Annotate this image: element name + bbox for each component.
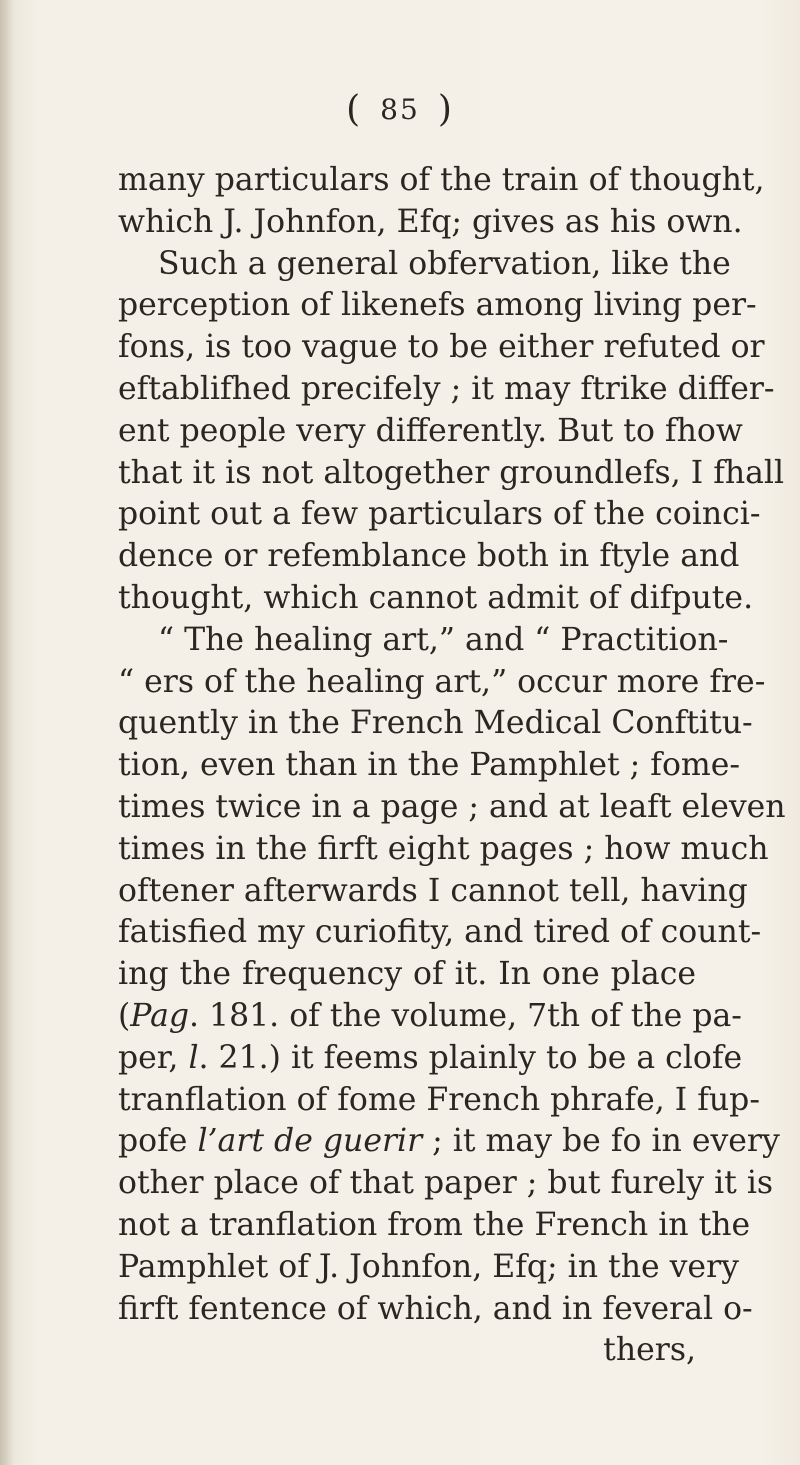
- text-line: fons, is too vague to be either refuted or: [118, 329, 765, 366]
- text-line: “ ers of the healing art,” occur more fre-: [118, 663, 766, 700]
- text-line: times in the firft eight pages ; how much: [118, 830, 769, 867]
- text-line: other place of that paper ; but furely it is: [118, 1165, 774, 1202]
- body-text: [118, 160, 786, 1372]
- text-line: perception of likenefs among living per-: [118, 287, 757, 324]
- text-line: quently in the French Medical Conftitu-: [118, 705, 753, 742]
- text-line: eftablifhed precifely ; it may ftrike differ-: [118, 370, 775, 407]
- text-line: tion, even than in the Pamphlet ; fome-: [118, 747, 741, 784]
- text-line: times twice in a page ; and at leaft eleven: [118, 788, 786, 825]
- text-line: Such a general obfervation, like the: [158, 245, 731, 282]
- text-line: ent people very differently. But to fhow: [118, 412, 743, 449]
- text-line: that it is not altogether groundlefs, I fhall: [118, 454, 785, 491]
- text-line: thought, which cannot admit of difpute.: [118, 579, 754, 616]
- text-line: fatisfied my curiofity, and tired of count-: [118, 914, 762, 951]
- page-gutter-shadow: [0, 0, 14, 1465]
- text-line: “ The healing art,” and “ Practition-: [158, 621, 729, 658]
- page-number: 85: [380, 93, 420, 126]
- page-header: ( 85 ): [346, 89, 454, 130]
- text-line: many particulars of the train of thought,: [118, 162, 765, 198]
- text-line: per, l. 21.) it feems plainly to be a clofe: [118, 1039, 743, 1076]
- text-line: tranflation of fome French phrafe, I fup-: [118, 1081, 760, 1118]
- text-line: not a tranflation from the French in the: [118, 1206, 751, 1243]
- text-line: ing the frequency of it. In one place: [118, 956, 696, 993]
- text-line: dence or refemblance both in ftyle and: [118, 538, 740, 575]
- text-line: firft fentence of which, and in feveral o-: [118, 1290, 753, 1327]
- catchword-line: thers,: [603, 1332, 696, 1369]
- italic-reference: Pag: [130, 997, 190, 1034]
- text-line: oftener afterwards I cannot tell, having: [118, 872, 748, 909]
- text-line: Pamphlet of J. Johnfon, Efq; in the very: [118, 1248, 739, 1285]
- text-line: point out a few particulars of the coinci-: [118, 496, 761, 533]
- italic-phrase: l’art de guerir: [197, 1123, 423, 1160]
- text-line: pofe l’art de guerir ; it may be fo in every: [118, 1123, 780, 1160]
- text-line: which J. Johnfon, Efq; gives as his own.: [118, 203, 743, 240]
- italic-reference: l: [188, 1039, 199, 1076]
- text-line: (Pag. 181. of the volume, 7th of the pa-: [118, 997, 742, 1034]
